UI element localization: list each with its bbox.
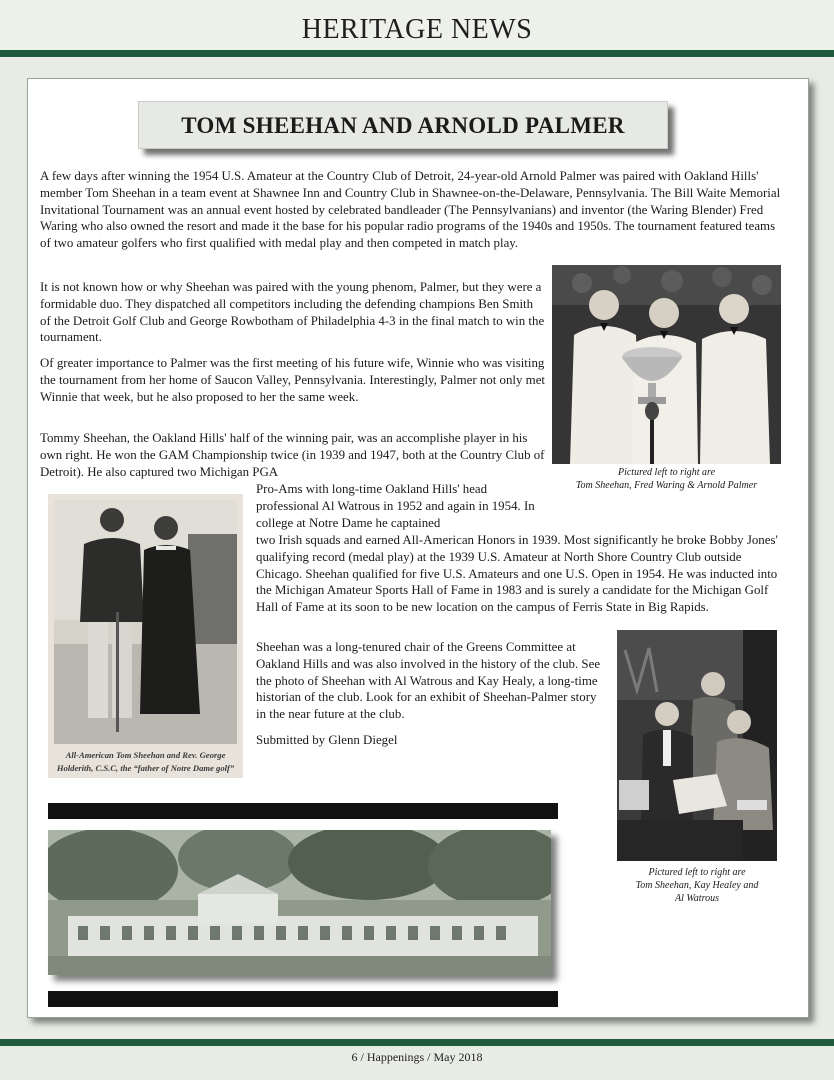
page-footer: 6 / Happenings / May 2018 [351, 1050, 483, 1064]
bottom-green-rule [0, 1039, 834, 1046]
golf-caption-line-1: All-American Tom Sheehan and Rev. George [65, 750, 226, 760]
paragraph-2: It is not known how or why Sheehan was paired with the young phenom, Palmer, but they were a formidable duo. They dispatched all competitors including the defending champions Ben Smith of the Detroit Golf Club and George Rowbotham of Philadelphia 4-3 in the final match to win the tournament. [40, 280, 545, 345]
trophy-caption-line-2: Tom Sheehan, Fred Waring & Arnold Palmer [575, 480, 758, 491]
bottom-black-bar [48, 991, 558, 1007]
golf-course-photo [48, 494, 243, 778]
trophy-caption-line-1: Pictured left to right are [617, 467, 716, 478]
masthead-title: HERITAGE NEWS [301, 14, 533, 45]
paragraph-4-part-c: two Irish squads and earned All-American Honors in 1939. Most significantly he broke Bobby Jones' qualifying record (medal play) at the 1939 U.S. Amateur at North Shore Country Club outside Chicago. Sheehan qualified for five U.S. Amateurs and one U.S. Open in 1954. He was inducted into the Michigan Amateur Sports Hall of Fame in 1983 and is surely a candidate for the Michigan Golf Hall of Fame at its soon to be new location on the campus of Ferris State in Big Rapids. [256, 533, 778, 615]
trophy-photo [552, 265, 781, 464]
book-caption-line-3: Al Watrous [675, 893, 719, 904]
golf-caption-line-2: Holderith, C.S.C, the “father of Notre Dame golf” [56, 763, 235, 773]
paragraph-3: Of greater importance to Palmer was the first meeting of his future wife, Winnie who was visiting the tournament from her home of Saucon Valley, Pennsylvania. Interestingly, Palmer not only met Winnie that week, but he also proposed to her the same week. [40, 356, 546, 404]
paragraph-4-part-b: Pro-Ams with long-time Oakland Hills' head professional Al Watrous in 1952 and again in 1954. In college at Notre Dame he captained [256, 482, 535, 530]
article-headline: TOM SHEEHAN AND ARNOLD PALMER [181, 113, 625, 138]
top-green-rule [0, 50, 834, 57]
top-black-bar [48, 803, 558, 819]
book-photo [617, 630, 777, 861]
book-caption-line-2: Tom Sheehan, Kay Healey and [635, 880, 759, 891]
headline-box [138, 101, 668, 149]
paragraph-5: Sheehan was a long-tenured chair of the Greens Committee at Oakland Hills and was also involved in the history of the club. See the photo of Sheehan with Al Watrous and Kay Healy, a long-time historian of the club. Look for an exhibit of Sheehan-Palmer story in the near future at the club. [256, 640, 601, 722]
paragraph-4-part-a: Tommy Sheehan, the Oakland Hills' half of the winning pair, was an accomplishe player in his own right. He won the GAM Championship twice (in 1939 and 1947, both at the Country Club of Detroit). He also captured two Michigan PGA [40, 431, 545, 479]
submitted-by: Submitted by Glenn Diegel [256, 733, 398, 747]
clubhouse-photo [48, 830, 551, 975]
paragraph-1: A few days after winning the 1954 U.S. Amateur at the Country Club of Detroit, 24-year-old Arnold Palmer was paired with Oakland Hills' member Tom Sheehan in a team event at Shawnee Inn and Country Club in Shawnee-on-the-Delaware, Pennsylvania. The Bill Waite Memorial Invitational Tournament was an annual event hosted by celebrated bandleader (The Pennsylvanians) and inventor (the Waring Blender) Fred Waring who also owned the resort and made it the base for his popular radio programs of the 1940s and 1950s. The tournament featured teams of two amateur golfers who first qualified with medal play and then competed in match play. [40, 169, 781, 251]
book-caption-line-1: Pictured left to right are [648, 867, 746, 878]
